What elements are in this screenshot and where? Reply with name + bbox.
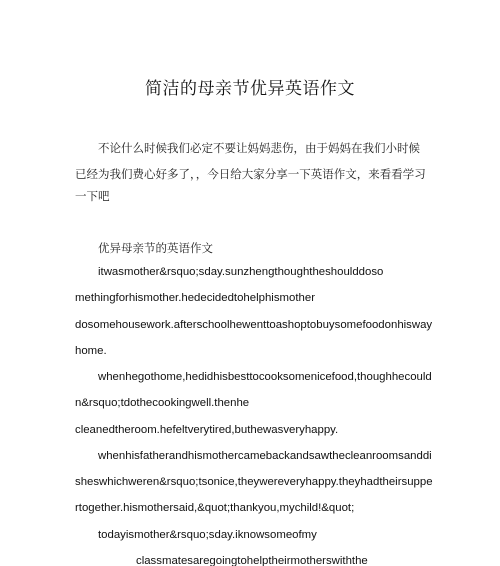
essay-line: n&rsquo;tdothecookingwell.thenhe	[75, 397, 250, 409]
essay-line: rtogether.hismothersaid,&quot;thankyou,mychild!&quot;	[75, 502, 355, 514]
essay-line: dosomehousework.afterschoolhewenttoashoptobuysomefoodonhisway	[75, 319, 433, 331]
essay-line: home.	[75, 345, 107, 357]
document-title: 简洁的母亲节优异英语作文	[145, 79, 355, 99]
essay-line: classmatesaregoingtohelptheirmotherswiththe	[136, 555, 368, 566]
essay-line: sheswhichweren&rsquo;tsonice,theywereveryhappy.theyhadtheirsuppe	[75, 476, 433, 488]
intro-line-3: 一下吧	[75, 189, 110, 203]
section-heading: 优异母亲节的英语作文	[98, 241, 213, 255]
essay-line: itwasmother&rsquo;sday.sunzhengthoughtheshoulddoso	[98, 266, 384, 278]
essay-line: whenhegothome,hedidhisbesttocooksomenicefood,thoughhecould	[98, 371, 432, 383]
intro-line-1: 不论什么时候我们必定不要让妈妈悲伤，由于妈妈在我们小时候	[98, 141, 420, 155]
essay-line: methingforhismother.hedecidedtohelphismother	[75, 292, 315, 304]
essay-line: whenhisfatherandhismothercamebackandsawthecleanroomsanddi	[98, 450, 432, 462]
intro-line-2: 已经为我们费心好多了，，今日给大家分享一下英语作文，来看看学习	[75, 167, 426, 181]
essay-line: todayismother&rsquo;sday.iknowsomeofmy	[98, 529, 317, 541]
essay-line: cleanedtheroom.hefeltverytired,buthewasveryhappy.	[75, 424, 339, 436]
